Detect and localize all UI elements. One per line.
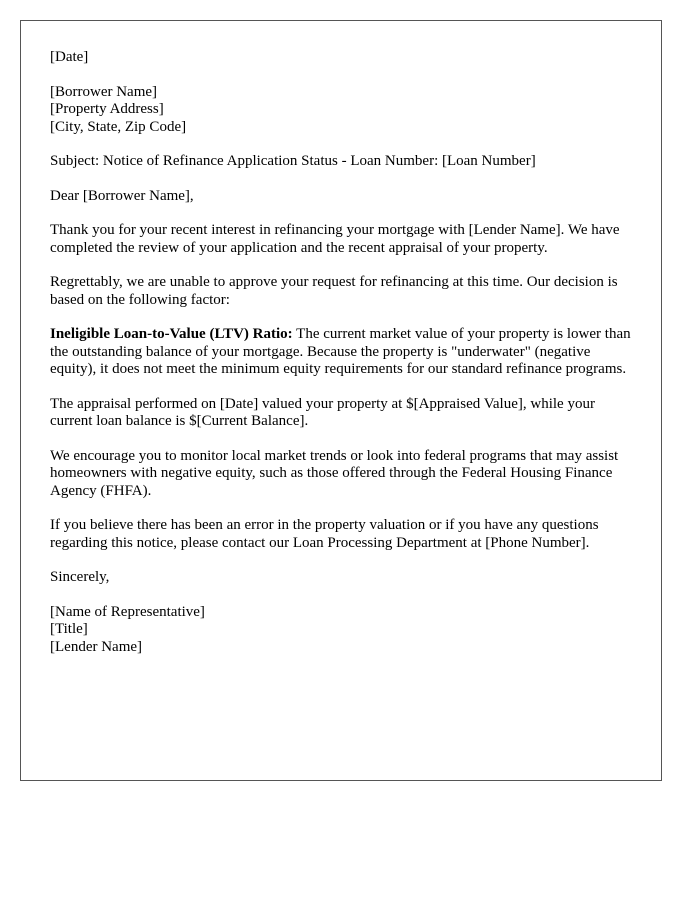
closing: Sincerely, bbox=[50, 569, 110, 585]
subject-line: Subject: Notice of Refinance Application Status - Loan Number: [Loan Number] bbox=[50, 153, 536, 169]
signature-block bbox=[50, 604, 631, 657]
paragraph-ltv-reason bbox=[50, 326, 631, 379]
ltv-heading: Ineligible Loan-to-Value (LTV) Ratio: bbox=[50, 326, 293, 342]
borrower-name: [Borrower Name] bbox=[50, 83, 158, 100]
letter bbox=[20, 20, 662, 781]
paragraph-intro: Thank you for your recent interest in refinancing your mortgage with [Lender Name]. We have completed the review of your application and the recent appraisal of your property. bbox=[50, 222, 620, 256]
city-state-zip: [City, State, Zip Code] bbox=[50, 118, 187, 135]
recipient-address bbox=[50, 84, 631, 137]
paragraph-appraisal: The appraisal performed on [Date] valued your property at $[Appraised Value], while your current loan balance is $[Current Balance]. bbox=[50, 395, 595, 429]
property-address: [Property Address] bbox=[50, 101, 164, 117]
paragraph-decision: Regrettably, we are unable to approve your request for refinancing at this time. Our decision is based on the following factor: bbox=[50, 274, 618, 308]
representative-title: [Title] bbox=[50, 621, 88, 637]
lender-name: [Lender Name] bbox=[50, 638, 143, 655]
ltv-text: The current market value of your property is lower than the outstanding balance of your mortgage. Because the property is "underwater" (negative equity), it does not meet the minimum equity requirements for our standard refinance programs. bbox=[50, 326, 631, 377]
salutation: Dear [Borrower Name], bbox=[50, 187, 194, 204]
representative-name: [Name of Representative] bbox=[50, 603, 205, 620]
paragraph-encourage: We encourage you to monitor local market trends or look into federal programs that may assist homeowners with negative equity, such as those offered through the Federal Housing Finance Agency (FHFA). bbox=[50, 447, 619, 499]
date: [Date] bbox=[50, 49, 89, 65]
paragraph-contact: If you believe there has been an error in the property valuation or if you have any questions regarding this notice, please contact our Loan Processing Department at [Phone Number]. bbox=[50, 517, 599, 551]
